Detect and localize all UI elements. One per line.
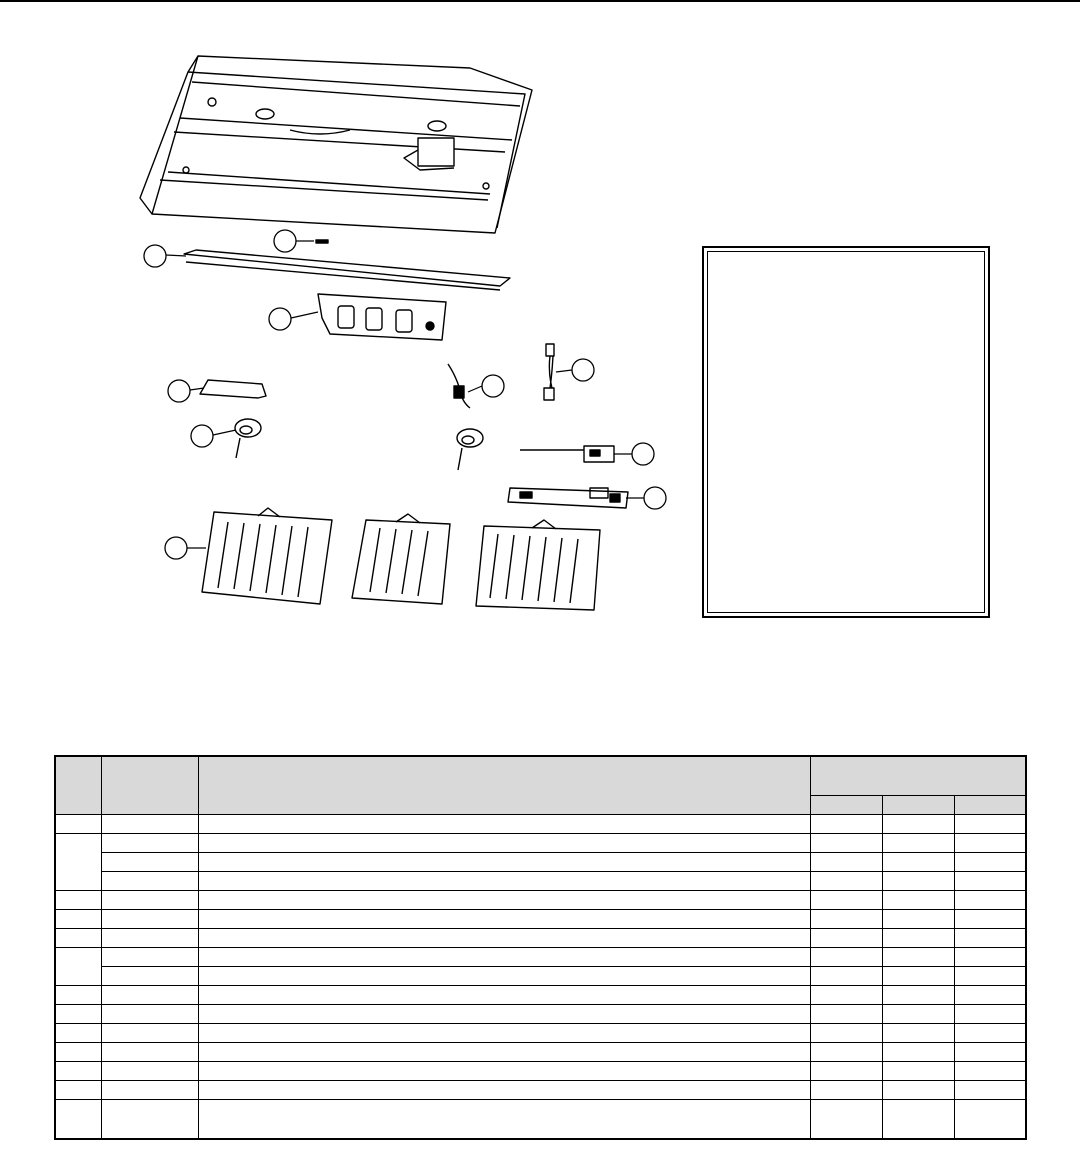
blower-motor-left: [235, 419, 261, 458]
table-row: [55, 834, 1026, 853]
col-header-model-2: [882, 796, 954, 815]
front-trim-strip: [184, 240, 510, 290]
table-cell: [101, 815, 198, 834]
table-cell: [954, 1100, 1026, 1140]
table-cell: [810, 1062, 882, 1081]
table-cell: [810, 986, 882, 1005]
callout-circle: [572, 359, 594, 381]
table-cell: [810, 1100, 882, 1140]
table-cell: [882, 948, 954, 967]
table-cell: [954, 1024, 1026, 1043]
table-cell: [198, 910, 810, 929]
table-cell: [55, 929, 101, 948]
table-cell: [101, 1081, 198, 1100]
table-row: [55, 1005, 1026, 1024]
table-cell: [55, 1062, 101, 1081]
table-cell: [198, 986, 810, 1005]
table-cell: [810, 853, 882, 872]
table-cell: [810, 1005, 882, 1024]
table-cell: [882, 891, 954, 910]
table-row: [55, 1062, 1026, 1081]
table-cell: [101, 929, 198, 948]
table-cell: [101, 967, 198, 986]
baffle-filter-1: [202, 508, 332, 604]
table-cell: [198, 872, 810, 891]
table-cell: [954, 1043, 1026, 1062]
table-cell: [101, 910, 198, 929]
table-cell: [101, 834, 198, 853]
blower-motor-right: [457, 429, 483, 470]
callout-circle: [144, 245, 166, 267]
table-cell: [954, 815, 1026, 834]
table-cell: [55, 815, 101, 834]
table-cell: [954, 1081, 1026, 1100]
table-row: [55, 1100, 1026, 1140]
col-header-ref: [55, 756, 101, 815]
col-header-model-3: [954, 796, 1026, 815]
table-cell: [101, 948, 198, 967]
table-cell: [882, 967, 954, 986]
table-cell: [198, 1005, 810, 1024]
table-row: [55, 815, 1026, 834]
table-cell: [882, 834, 954, 853]
col-header-part-number: [101, 756, 198, 815]
table-cell: [55, 1005, 101, 1024]
table-cell: [198, 1081, 810, 1100]
table-cell: [101, 1062, 198, 1081]
callout-circle: [168, 380, 190, 402]
table-cell: [810, 1024, 882, 1043]
table-cell: [198, 967, 810, 986]
callout-circle: [644, 487, 666, 509]
col-header-model-group: [810, 756, 1026, 796]
table-cell: [198, 891, 810, 910]
table-cell: [882, 853, 954, 872]
table-cell: [882, 1081, 954, 1100]
table-cell: [954, 967, 1026, 986]
table-cell: [882, 986, 954, 1005]
table-cell: [198, 1043, 810, 1062]
table-cell: [954, 1005, 1026, 1024]
table-cell: [198, 929, 810, 948]
callout-circle: [269, 308, 291, 330]
table-row: [55, 891, 1026, 910]
table-cell: [810, 815, 882, 834]
table-cell: [198, 948, 810, 967]
table-cell: [198, 853, 810, 872]
table-cell: [882, 1024, 954, 1043]
table-cell: [954, 1062, 1026, 1081]
table-cell: [101, 1043, 198, 1062]
table-cell: [882, 815, 954, 834]
table-cell: [810, 834, 882, 853]
lamp-panel-plate: [318, 294, 446, 340]
table-cell: [954, 891, 1026, 910]
col-header-description: [198, 756, 810, 815]
parts-table: [54, 755, 1027, 1140]
table-cell: [810, 1043, 882, 1062]
table-cell: [954, 834, 1026, 853]
table-cell: [810, 872, 882, 891]
baffle-filter-2: [352, 514, 450, 604]
lamp-cover: [200, 380, 266, 398]
table-cell: [55, 834, 101, 891]
table-row: [55, 853, 1026, 872]
table-cell: [882, 1043, 954, 1062]
table-row: [55, 1043, 1026, 1062]
table-cell: [55, 1043, 101, 1062]
table-cell: [954, 910, 1026, 929]
table-row: [55, 1081, 1026, 1100]
table-cell: [101, 891, 198, 910]
note-box: [702, 246, 990, 618]
table-cell: [954, 853, 1026, 872]
table-cell: [101, 1005, 198, 1024]
table-cell: [810, 1081, 882, 1100]
note-box-inner: [707, 251, 985, 613]
col-header-model-1: [810, 796, 882, 815]
table-cell: [882, 872, 954, 891]
power-cord: [448, 364, 470, 408]
table-cell: [954, 872, 1026, 891]
table-cell: [882, 1062, 954, 1081]
table-cell: [101, 872, 198, 891]
range-hood-body: [140, 56, 532, 233]
table-cell: [954, 986, 1026, 1005]
table-cell: [810, 948, 882, 967]
callout-circle: [274, 230, 296, 252]
table-row: [55, 1024, 1026, 1043]
table-cell: [810, 929, 882, 948]
table-row: [55, 910, 1026, 929]
table-cell: [55, 910, 101, 929]
callout-circle: [632, 443, 654, 465]
table-cell: [198, 1062, 810, 1081]
main-control-board: [508, 488, 628, 508]
table-cell: [55, 948, 101, 986]
table-cell: [882, 910, 954, 929]
table-row: [55, 872, 1026, 891]
table-cell: [954, 948, 1026, 967]
table-cell: [55, 1100, 101, 1140]
table-cell: [882, 929, 954, 948]
table-cell: [882, 1005, 954, 1024]
table-cell: [954, 929, 1026, 948]
table-cell: [101, 1024, 198, 1043]
callout-circle: [482, 375, 504, 397]
switch-board: [520, 446, 614, 462]
table-cell: [198, 815, 810, 834]
table-cell: [55, 1081, 101, 1100]
table-row: [55, 929, 1026, 948]
table-cell: [882, 1100, 954, 1140]
table-cell: [101, 853, 198, 872]
table-cell: [55, 891, 101, 910]
callout-circle: [165, 537, 187, 559]
table-cell: [55, 986, 101, 1005]
table-cell: [810, 910, 882, 929]
table-row: [55, 986, 1026, 1005]
baffle-filter-3: [476, 520, 600, 610]
table-cell: [55, 1024, 101, 1043]
table-cell: [810, 967, 882, 986]
callout-circle: [191, 425, 213, 447]
wire-harness: [544, 344, 554, 400]
table-row: [55, 967, 1026, 986]
table-cell: [101, 986, 198, 1005]
table-cell: [101, 1100, 198, 1140]
table-row: [55, 948, 1026, 967]
table-cell: [810, 891, 882, 910]
table-cell: [198, 1024, 810, 1043]
table-cell: [198, 1100, 810, 1140]
table-cell: [198, 834, 810, 853]
